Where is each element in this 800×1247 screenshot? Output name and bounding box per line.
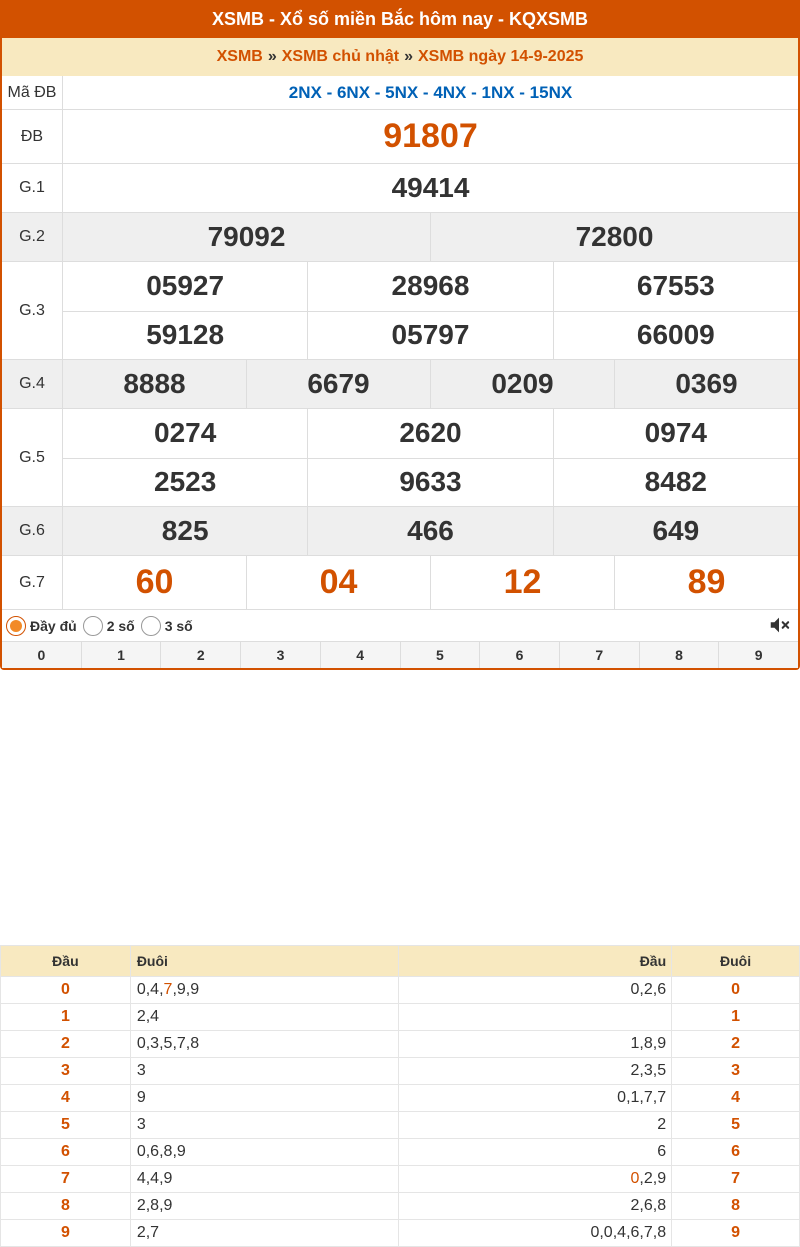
row-g5	[2, 409, 798, 507]
tail-digits: 2,7	[130, 1220, 399, 1247]
display-options	[2, 610, 798, 641]
tail-digit: 6	[672, 1139, 800, 1166]
head-digit: 9	[1, 1220, 131, 1247]
digit-button[interactable]: 1	[81, 642, 161, 668]
digit-button[interactable]: 5	[400, 642, 480, 668]
prize-number: 9633	[307, 459, 552, 507]
g3-cells-second	[63, 311, 798, 360]
head-digits	[399, 1004, 672, 1031]
tail-digits: 2,4	[130, 1004, 399, 1031]
option-label: Đầy đủ	[30, 617, 77, 634]
tail-digit: 2	[672, 1031, 800, 1058]
page-title	[0, 0, 800, 38]
prize-number: 0209	[430, 360, 614, 408]
tail-digit: 1	[672, 1004, 800, 1031]
tail-digit: 7	[672, 1166, 800, 1193]
option-label: 3 số	[164, 617, 193, 634]
digit-button[interactable]: 0	[37, 647, 46, 663]
tail-digit: 8	[672, 1193, 800, 1220]
page-title-text: XSMB - Xổ số miền Bắc hôm nay - KQXSMB	[211, 8, 589, 29]
prize-number: 0974	[553, 409, 798, 458]
radio-full[interactable]	[6, 616, 26, 636]
prize-number: 66009	[553, 312, 798, 360]
head-digits: 0,2,9	[399, 1166, 672, 1193]
head-digit: 2	[1, 1031, 131, 1058]
prize-label: G.5	[2, 409, 63, 506]
digit-button[interactable]: 7	[559, 642, 639, 668]
prize-number: 649	[553, 507, 798, 555]
prize-number: 89	[614, 556, 798, 609]
tail-digits: 2,8,9	[130, 1193, 399, 1220]
prize-number: 2620	[307, 409, 552, 458]
row-g3	[2, 262, 798, 360]
g2-cells	[63, 213, 798, 261]
breadcrumb-xsmb-sunday[interactable]: XSMB chủ nhật	[281, 48, 400, 65]
column-header: Đuôi	[672, 946, 800, 977]
prize-label: G.3	[2, 262, 63, 359]
tail-digit: 9	[672, 1220, 800, 1247]
loto-row	[1, 977, 800, 1004]
prize-label: G.7	[2, 556, 63, 609]
head-digits: 2	[399, 1112, 672, 1139]
tail-digits: 9	[130, 1085, 399, 1112]
loto-row	[1, 1139, 800, 1166]
radio-2-digits[interactable]	[83, 616, 103, 636]
prize-number: 12	[430, 556, 614, 609]
breadcrumb-xsmb-date[interactable]: XSMB ngày 14-9-2025	[417, 48, 584, 65]
special-code: 2NX - 6NX - 5NX - 4NX - 1NX - 15NX	[288, 82, 573, 102]
prize-number: 0274	[154, 417, 217, 449]
head-digit: 0	[1, 977, 131, 1004]
head-digits: 1,8,9	[399, 1031, 672, 1058]
prize-number: 04	[246, 556, 430, 609]
row-g6	[2, 507, 798, 556]
g7-cells	[63, 556, 798, 609]
breadcrumb-xsmb[interactable]: XSMB	[216, 48, 263, 65]
digit-button[interactable]: 9	[718, 642, 798, 668]
column-header: Đầu	[1, 946, 131, 977]
ma-db-cells	[63, 76, 798, 109]
row-g4	[2, 360, 798, 409]
prize-number: 466	[307, 507, 552, 555]
digit-button[interactable]: 6	[479, 642, 559, 668]
tail-digits: 4,4,9	[130, 1166, 399, 1193]
prize-number: 0369	[614, 360, 798, 408]
prize-number: 05797	[307, 312, 552, 360]
head-digit: 5	[1, 1112, 131, 1139]
tail-digit: 5	[672, 1112, 800, 1139]
prize-number: 8888	[123, 368, 186, 399]
tail-digits: 3	[130, 1058, 399, 1085]
prize-number: 2523	[154, 466, 217, 498]
head-digit: 4	[1, 1085, 131, 1112]
prize-number: 28968	[307, 262, 552, 311]
prize-label: G.1	[2, 164, 63, 212]
prize-number: 49414	[391, 172, 470, 203]
loto-header-row	[1, 946, 800, 977]
tail-digit: 4	[672, 1085, 800, 1112]
loto-body	[1, 977, 800, 1247]
head-digits: 0,1,7,7	[399, 1085, 672, 1112]
tail-digit: 0	[672, 977, 800, 1004]
loto-row	[1, 1112, 800, 1139]
tail-digits: 0,4,7,9,9	[130, 977, 399, 1004]
prize-number: 05927	[146, 270, 225, 302]
column-header: Đuôi	[130, 946, 399, 977]
loto-row	[1, 1004, 800, 1031]
breadcrumb-separator: »	[267, 48, 277, 65]
head-digit: 6	[1, 1139, 131, 1166]
tail-digits: 3	[130, 1112, 399, 1139]
volume-off-icon[interactable]	[768, 614, 790, 636]
prize-number: 8482	[553, 459, 798, 507]
row-db	[2, 110, 798, 164]
loto-row	[1, 1031, 800, 1058]
digit-button[interactable]: 3	[240, 642, 320, 668]
prize-label: Mã ĐB	[2, 76, 63, 109]
row-ma-db	[2, 76, 798, 110]
g5-cells-second	[63, 458, 798, 507]
head-digit: 7	[1, 1166, 131, 1193]
loto-row	[1, 1058, 800, 1085]
row-g7	[2, 556, 798, 610]
loto-row	[1, 1166, 800, 1193]
prize-number: 60	[135, 563, 174, 601]
g1-cells	[63, 164, 798, 212]
breadcrumb	[2, 38, 798, 76]
column-header: Đầu	[399, 946, 672, 977]
tail-digits: 0,6,8,9	[130, 1139, 399, 1166]
digit-button[interactable]: 8	[639, 642, 719, 668]
loto-row	[1, 1220, 800, 1247]
db-cells	[63, 110, 798, 163]
prize-number: 825	[161, 515, 209, 546]
row-g1	[2, 164, 798, 213]
prize-label: G.2	[2, 213, 63, 261]
digit-button[interactable]: 2	[160, 642, 240, 668]
prize-label: G.4	[2, 360, 63, 408]
prize-number: 6679	[246, 360, 430, 408]
option-label: 2 số	[106, 617, 135, 634]
head-digits: 2,6,8	[399, 1193, 672, 1220]
head-digits: 0,2,6	[399, 977, 672, 1004]
digit-filter	[2, 641, 798, 668]
prize-number: 59128	[146, 319, 225, 351]
head-digit: 1	[1, 1004, 131, 1031]
prize-label: ĐB	[2, 110, 63, 163]
head-digits: 0,0,4,6,7,8	[399, 1220, 672, 1247]
digit-button[interactable]: 4	[320, 642, 400, 668]
g6-cells	[63, 507, 798, 555]
prize-label: G.6	[2, 507, 63, 555]
row-g2	[2, 213, 798, 262]
prize-number: 67553	[553, 262, 798, 311]
prize-number: 79092	[207, 221, 286, 252]
head-digit: 3	[1, 1058, 131, 1085]
g3-cells-first	[63, 262, 798, 311]
breadcrumb-separator: »	[404, 48, 413, 65]
g4-cells	[63, 360, 798, 408]
tail-digits: 0,3,5,7,8	[130, 1031, 399, 1058]
special-prize-number: 91807	[383, 117, 478, 155]
g5-cells-first	[63, 409, 798, 458]
prize-number: 72800	[430, 213, 798, 261]
head-digits: 6	[399, 1139, 672, 1166]
radio-3-digits[interactable]	[141, 616, 161, 636]
loto-table	[0, 945, 800, 1247]
head-digit: 8	[1, 1193, 131, 1220]
loto-row	[1, 1193, 800, 1220]
tail-digit: 3	[672, 1058, 800, 1085]
head-digits: 2,3,5	[399, 1058, 672, 1085]
loto-row	[1, 1085, 800, 1112]
